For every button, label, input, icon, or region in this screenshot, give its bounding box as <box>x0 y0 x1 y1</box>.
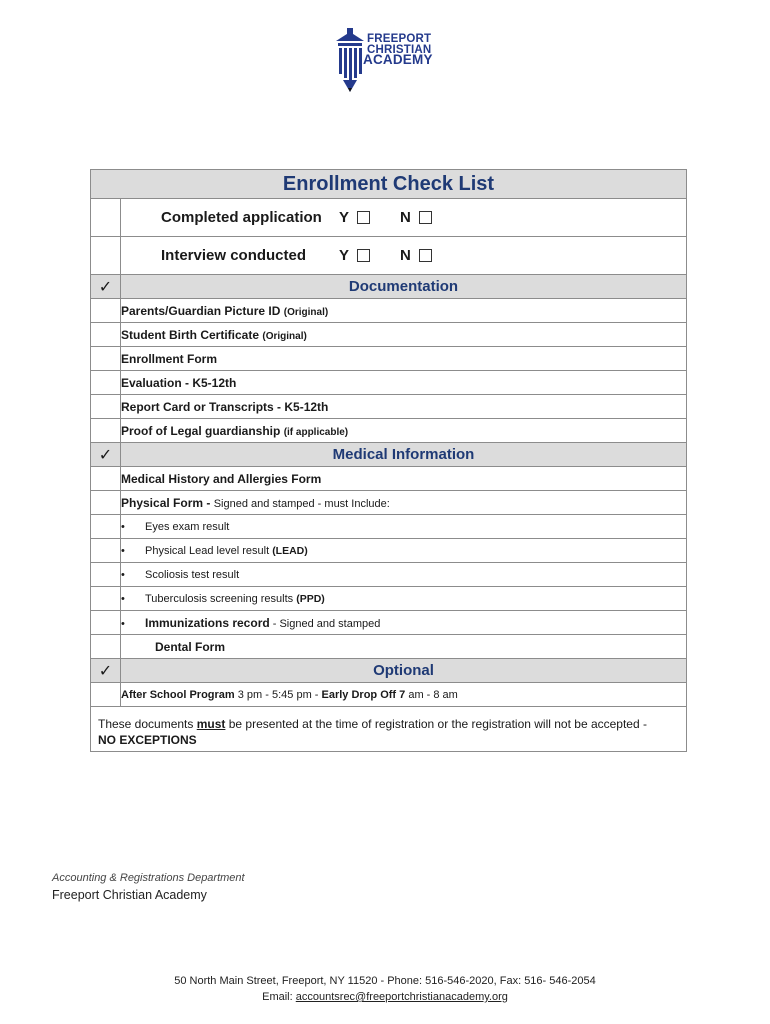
yes-checkbox[interactable] <box>357 211 370 224</box>
bullet-item: • Physical Lead level result (LEAD) <box>121 539 687 563</box>
check-cell[interactable] <box>91 491 121 515</box>
check-cell[interactable] <box>91 587 121 611</box>
logo-line-2: CHRISTIAN <box>367 43 432 56</box>
check-cell[interactable] <box>91 467 121 491</box>
optional-heading: Optional <box>121 659 687 683</box>
check-cell[interactable] <box>91 563 121 587</box>
check-cell[interactable] <box>91 371 121 395</box>
bullet-icon: • <box>121 544 125 557</box>
yes-checkbox[interactable] <box>357 249 370 262</box>
logo-wordmark <box>363 33 433 67</box>
list-item: Enrollment Form <box>121 347 687 371</box>
bullet-item: • Scoliosis test result <box>121 563 687 587</box>
list-item: Proof of Legal guardianship (if applicable) <box>121 419 687 443</box>
no-checkbox[interactable] <box>419 249 432 262</box>
check-cell[interactable] <box>91 611 121 635</box>
checkmark-icon: ✓ <box>91 275 121 299</box>
check-cell[interactable] <box>91 539 121 563</box>
interview-conducted-row <box>121 247 686 264</box>
check-cell[interactable] <box>91 635 121 659</box>
bullet-icon: • <box>121 568 125 581</box>
department-name: Accounting & Registrations Department <box>52 872 245 884</box>
no-label: N <box>400 209 411 226</box>
list-item: Dental Form <box>121 635 687 659</box>
bullet-item: • Tuberculosis screening results (PPD) <box>121 587 687 611</box>
bullet-icon: • <box>121 617 125 630</box>
bullet-item: • Immunizations record - Signed and stamped <box>121 611 687 635</box>
address-line: 50 North Main Street, Freeport, NY 11520 - Phone: 516-546-2020, Fax: 516- 546-2054 <box>174 975 596 987</box>
list-item: Evaluation - K5-12th <box>121 371 687 395</box>
school-logo <box>333 28 445 98</box>
checkmark-icon: ✓ <box>91 443 121 467</box>
email-line: Email: accountsrec@freeportchristianacademy.org <box>262 991 508 1003</box>
list-item: Physical Form - Signed and stamped - must Include: <box>121 491 687 515</box>
list-item: Parents/Guardian Picture ID (Original) <box>121 299 687 323</box>
list-item: Report Card or Transcripts - K5-12th <box>121 395 687 419</box>
logo-line-1: FREEPORT <box>367 33 432 45</box>
optional-programs-line: After School Program 3 pm - 5:45 pm - Early Drop Off 7 am - 8 am <box>121 683 687 707</box>
question-label: Interview conducted <box>161 247 307 264</box>
check-cell[interactable] <box>91 347 121 371</box>
academy-building-icon <box>333 28 367 92</box>
no-label: N <box>400 247 411 264</box>
completed-application-row <box>121 209 686 226</box>
check-cell[interactable] <box>91 683 121 707</box>
documentation-heading: Documentation <box>121 275 687 299</box>
yes-label: Y <box>339 209 350 226</box>
email-link[interactable]: accountsrec@freeportchristianacademy.org <box>295 991 508 1003</box>
bullet-icon: • <box>121 520 125 533</box>
bullet-icon: • <box>121 592 125 605</box>
medical-heading: Medical Information <box>121 443 687 467</box>
check-cell[interactable] <box>91 323 121 347</box>
logo-line-3: ACADEMY <box>363 52 433 67</box>
registration-notice: These documents must be presented at the time of registration or the registration will not be accepted - NO EXCEPTIONS <box>98 716 647 747</box>
check-cell[interactable] <box>91 515 121 539</box>
question-label: Completed application <box>161 209 322 226</box>
list-item: Student Birth Certificate (Original) <box>121 323 687 347</box>
school-name: Freeport Christian Academy <box>52 888 207 902</box>
yes-label: Y <box>339 247 350 264</box>
bullet-item: • Eyes exam result <box>121 515 687 539</box>
list-item: Medical History and Allergies Form <box>121 467 687 491</box>
check-cell[interactable] <box>91 419 121 443</box>
check-cell[interactable] <box>91 299 121 323</box>
checklist-title: Enrollment Check List <box>91 170 687 199</box>
check-cell[interactable] <box>91 395 121 419</box>
no-checkbox[interactable] <box>419 211 432 224</box>
check-cell[interactable] <box>91 237 121 275</box>
checkmark-icon: ✓ <box>91 659 121 683</box>
enrollment-checklist-table <box>90 169 687 752</box>
check-cell[interactable] <box>91 199 121 237</box>
